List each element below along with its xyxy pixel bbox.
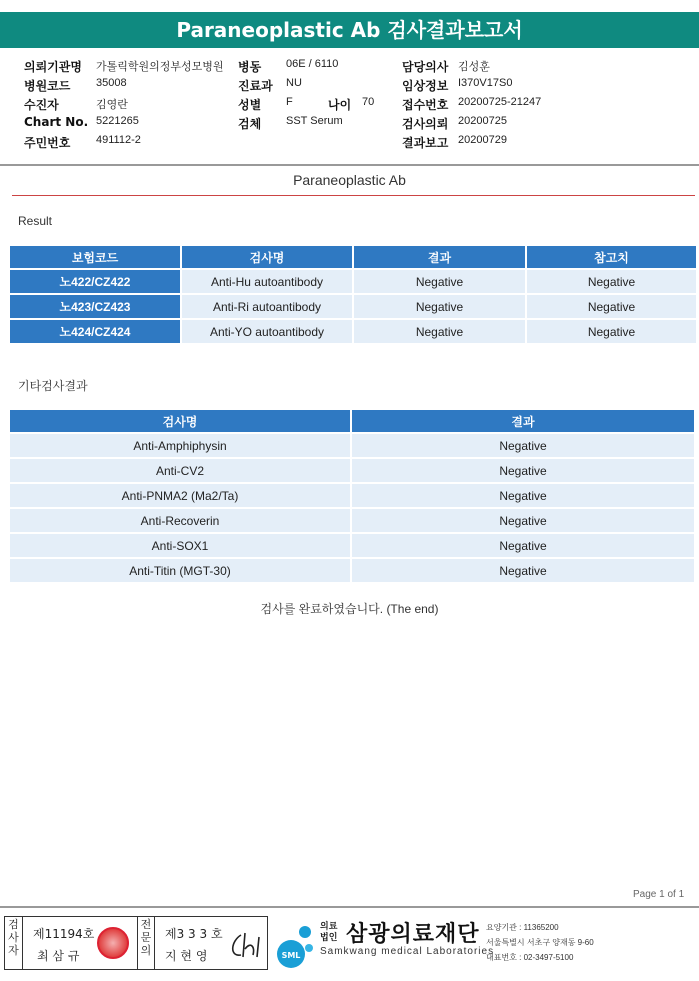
test-name-cell: Anti-PNMA2 (Ma2/Ta) <box>10 484 350 507</box>
institution-label: 의뢰기관명 <box>24 60 82 74</box>
test-name-cell: Anti-Titin (MGT-30) <box>10 559 350 582</box>
report-date-label: 결과보고 <box>402 136 449 150</box>
page-number: Page 1 of 1 <box>633 889 685 900</box>
reception-label: 접수번호 <box>402 98 449 112</box>
org-name: 삼광의료재단 <box>346 922 480 947</box>
result-header-row <box>10 246 696 268</box>
table-row <box>10 434 694 457</box>
result-cell: Negative <box>352 484 694 507</box>
header-code: 보험코드 <box>10 246 180 268</box>
header-test-name: 검사명 <box>182 246 352 268</box>
inspector-label-text: 검 사 자 <box>8 918 19 957</box>
hospital-code-label: 병원코드 <box>24 79 71 93</box>
table-row <box>10 534 694 557</box>
institution-value: 가톨릭학원의정부성모병원 <box>96 61 224 73</box>
result-cell: Negative <box>352 434 694 457</box>
test-name-cell: Anti-YO autoantibody <box>182 320 352 343</box>
result-cell: Negative <box>354 270 525 293</box>
code-cell: 노424/CZ424 <box>10 320 180 343</box>
other-header-row <box>10 410 694 432</box>
org-english-name: Samkwang medical Laboratories <box>320 946 495 957</box>
dept-label: 진료과 <box>238 79 273 93</box>
result-table <box>8 244 698 345</box>
table-row <box>10 459 694 482</box>
table-row <box>10 559 694 582</box>
sml-logo-icon <box>271 918 317 970</box>
age-value: 70 <box>362 96 375 108</box>
table-row <box>10 270 696 293</box>
test-name-cell: Anti-Amphiphysin <box>10 434 350 457</box>
reference-cell: Negative <box>527 320 696 343</box>
sex-label: 성별 <box>238 98 262 112</box>
ward-value: 06E / 6110 <box>286 58 339 70</box>
test-name-cell: Anti-SOX1 <box>10 534 350 557</box>
age-label: 나이 <box>328 98 352 112</box>
other-results-label: 기타검사결과 <box>18 379 88 393</box>
table-row <box>10 320 696 343</box>
reception-value: 20200725-21247 <box>458 96 542 108</box>
specialist-label <box>137 917 155 969</box>
test-name-cell: Anti-Hu autoantibody <box>182 270 352 293</box>
result-label: Result <box>18 214 53 228</box>
inspector-label <box>5 917 23 969</box>
header-test-name: 검사명 <box>10 410 350 432</box>
header-reference: 참고치 <box>527 246 696 268</box>
dept-value: NU <box>286 77 302 89</box>
hospital-code-value: 35008 <box>96 77 127 89</box>
reference-cell: Negative <box>527 295 696 318</box>
result-cell: Negative <box>352 534 694 557</box>
info-divider <box>0 164 699 166</box>
patient-value: 김영란 <box>96 99 128 111</box>
footer-divider <box>0 906 699 908</box>
request-label: 검사의뢰 <box>402 117 449 131</box>
clinical-value: I370V17S0 <box>458 77 513 89</box>
reference-cell: Negative <box>527 270 696 293</box>
specialist-label-text: 전 문 의 <box>140 918 152 957</box>
ward-label: 병동 <box>238 60 262 74</box>
doctor-value: 김성훈 <box>458 61 490 73</box>
logo-text: SML <box>281 951 301 960</box>
request-value: 20200725 <box>458 115 507 127</box>
section-title: Paraneoplastic Ab <box>293 172 406 188</box>
result-cell: Negative <box>354 320 525 343</box>
result-cell: Negative <box>352 459 694 482</box>
table-row <box>10 484 694 507</box>
signature-box <box>4 916 268 970</box>
test-name-cell: Anti-Ri autoantibody <box>182 295 352 318</box>
patient-info-section <box>0 50 699 166</box>
org-code: 요양기관 : 11365200 <box>486 923 559 932</box>
org-address: 서울특별시 서초구 양재동 9-60 <box>486 938 594 947</box>
specialist-license: 제3 3 3 호 <box>165 927 223 941</box>
specimen-label: 검체 <box>238 117 262 131</box>
org-type: 의료 법인 <box>320 922 338 943</box>
inspector-seal-stamp <box>97 927 129 959</box>
signature-mark <box>225 927 265 963</box>
org-phone: 대표번호 : 02-3497-5100 <box>486 953 574 962</box>
id-label: 주민번호 <box>24 136 71 150</box>
table-row <box>10 295 696 318</box>
sex-value: F <box>286 96 293 108</box>
clinical-label: 임상정보 <box>402 79 449 93</box>
report-date-value: 20200729 <box>458 134 507 146</box>
header-result: 결과 <box>352 410 694 432</box>
specimen-value: SST Serum <box>286 115 343 127</box>
inspector-name: 최 삼 규 <box>37 949 80 963</box>
result-cell: Negative <box>352 509 694 532</box>
report-title: Paraneoplastic Ab 검사결과보고서 <box>0 12 699 48</box>
chart-value: 5221265 <box>96 115 139 127</box>
code-cell: 노422/CZ422 <box>10 270 180 293</box>
chart-label: Chart No. <box>24 115 89 129</box>
result-cell: Negative <box>352 559 694 582</box>
result-cell: Negative <box>354 295 525 318</box>
patient-label: 수진자 <box>24 98 59 112</box>
inspector-license: 제11194호 <box>33 927 95 941</box>
other-results-table <box>8 408 696 584</box>
section-rule <box>12 195 695 196</box>
doctor-label: 담당의사 <box>402 60 449 74</box>
header-result: 결과 <box>354 246 525 268</box>
test-name-cell: Anti-Recoverin <box>10 509 350 532</box>
id-value: 491112-2 <box>96 134 141 146</box>
code-cell: 노423/CZ423 <box>10 295 180 318</box>
specialist-name: 지 현 영 <box>165 949 208 963</box>
end-note: 검사를 완료하였습니다. (The end) <box>260 602 439 616</box>
test-name-cell: Anti-CV2 <box>10 459 350 482</box>
table-row <box>10 509 694 532</box>
